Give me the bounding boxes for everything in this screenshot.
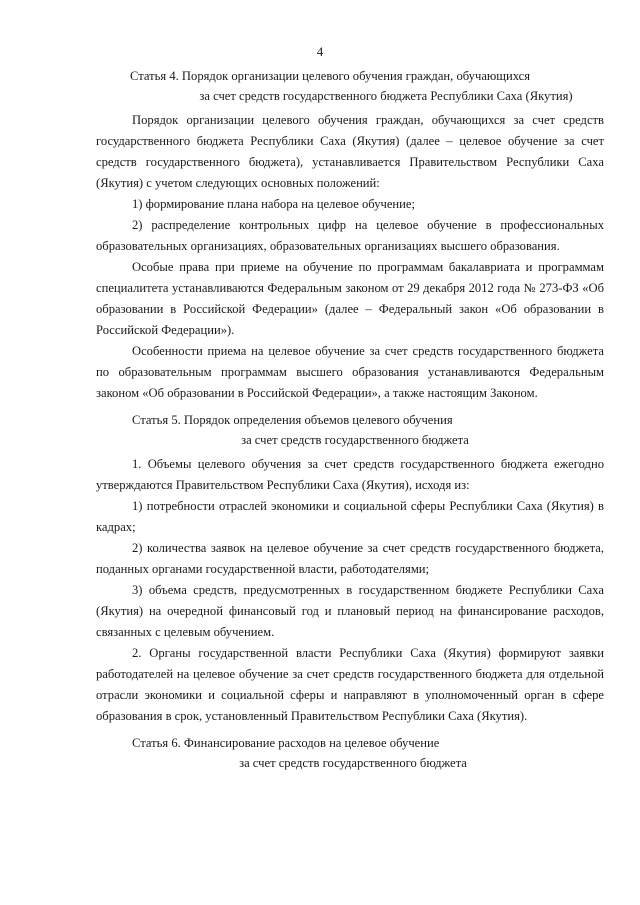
article-4-item-2: 2) распределение контрольных цифр на целевое обучение в профессиональных образовательных организациях, образовательных организациях высшего образования. [96,218,604,253]
article-5-heading [96,410,604,450]
article-5-paragraph-1: 1. Объемы целевого обучения за счет средств государственного бюджета ежегодно утверждаются Правительством Республики Саха (Якутия), исходя из: [96,457,604,492]
article-4-heading [96,66,604,106]
article-4-intro: Порядок организации целевого обучения граждан, обучающихся за счет средств государственного бюджета Республики Саха (Якутия) (далее – целевое обучение за счет средств государственного бюджета), устанавливается Правительством Республики Саха (Якутия) с учетом следующих основных положений: [96,113,604,190]
document-body [96,66,604,773]
article-5-title-line2: за счет средств государственного бюджета [241,433,469,447]
article-5-item-3: 3) объема средств, предусмотренных в государственном бюджете Республики Саха (Якутия) на очередной финансовый год и плановый период на финансирование расходов, связанных с целевым обучением. [96,583,604,639]
page-number: 4 [316,44,324,59]
article-6-title-line1: Статья 6. Финансирование расходов на целевое обучение [132,736,440,750]
article-5-paragraph-2: 2. Органы государственной власти Республики Саха (Якутия) формируют заявки работодателей на целевое обучение за счет средств государственного бюджета для отдельной отрасли экономики и социальной сферы и направляют в уполномоченный орган в сфере образования в срок, установленный Правительством Республики Саха (Якутия). [96,646,604,723]
article-5-item-2: 2) количества заявок на целевое обучение за счет средств государственного бюджета, поданных органами государственной власти, работодателями; [96,541,604,576]
article-5-title-line1: Статья 5. Порядок определения объемов целевого обучения [132,413,453,427]
article-4-item-1: 1) формирование плана набора на целевое обучение; [132,197,415,211]
article-6-title-line2: за счет средств государственного бюджета [239,756,467,770]
article-4-paragraph-2: Особые права при приеме на обучение по программам бакалавриата и программам специалитета устанавливаются Федеральным законом от 29 декабря 2012 года № 273-ФЗ «Об образовании в Российской Федерации» (далее – Федеральный закон «Об образовании в Российской Федерации»). [96,260,604,337]
article-6-heading [96,733,604,773]
article-4-paragraph-3: Особенности приема на целевое обучение за счет средств государственного бюджета по образовательным программам высшего образования устанавливаются Федеральным законом «Об образовании в Российской Федерации», а также настоящим Законом. [96,344,604,400]
article-4-title-line2: за счет средств государственного бюджета Республики Саха (Якутия) [199,89,573,103]
article-5-item-1: 1) потребности отраслей экономики и социальной сферы Республики Саха (Якутия) в кадрах; [96,499,604,534]
article-4-title-line1: Статья 4. Порядок организации целевого обучения граждан, обучающихся [130,69,531,83]
